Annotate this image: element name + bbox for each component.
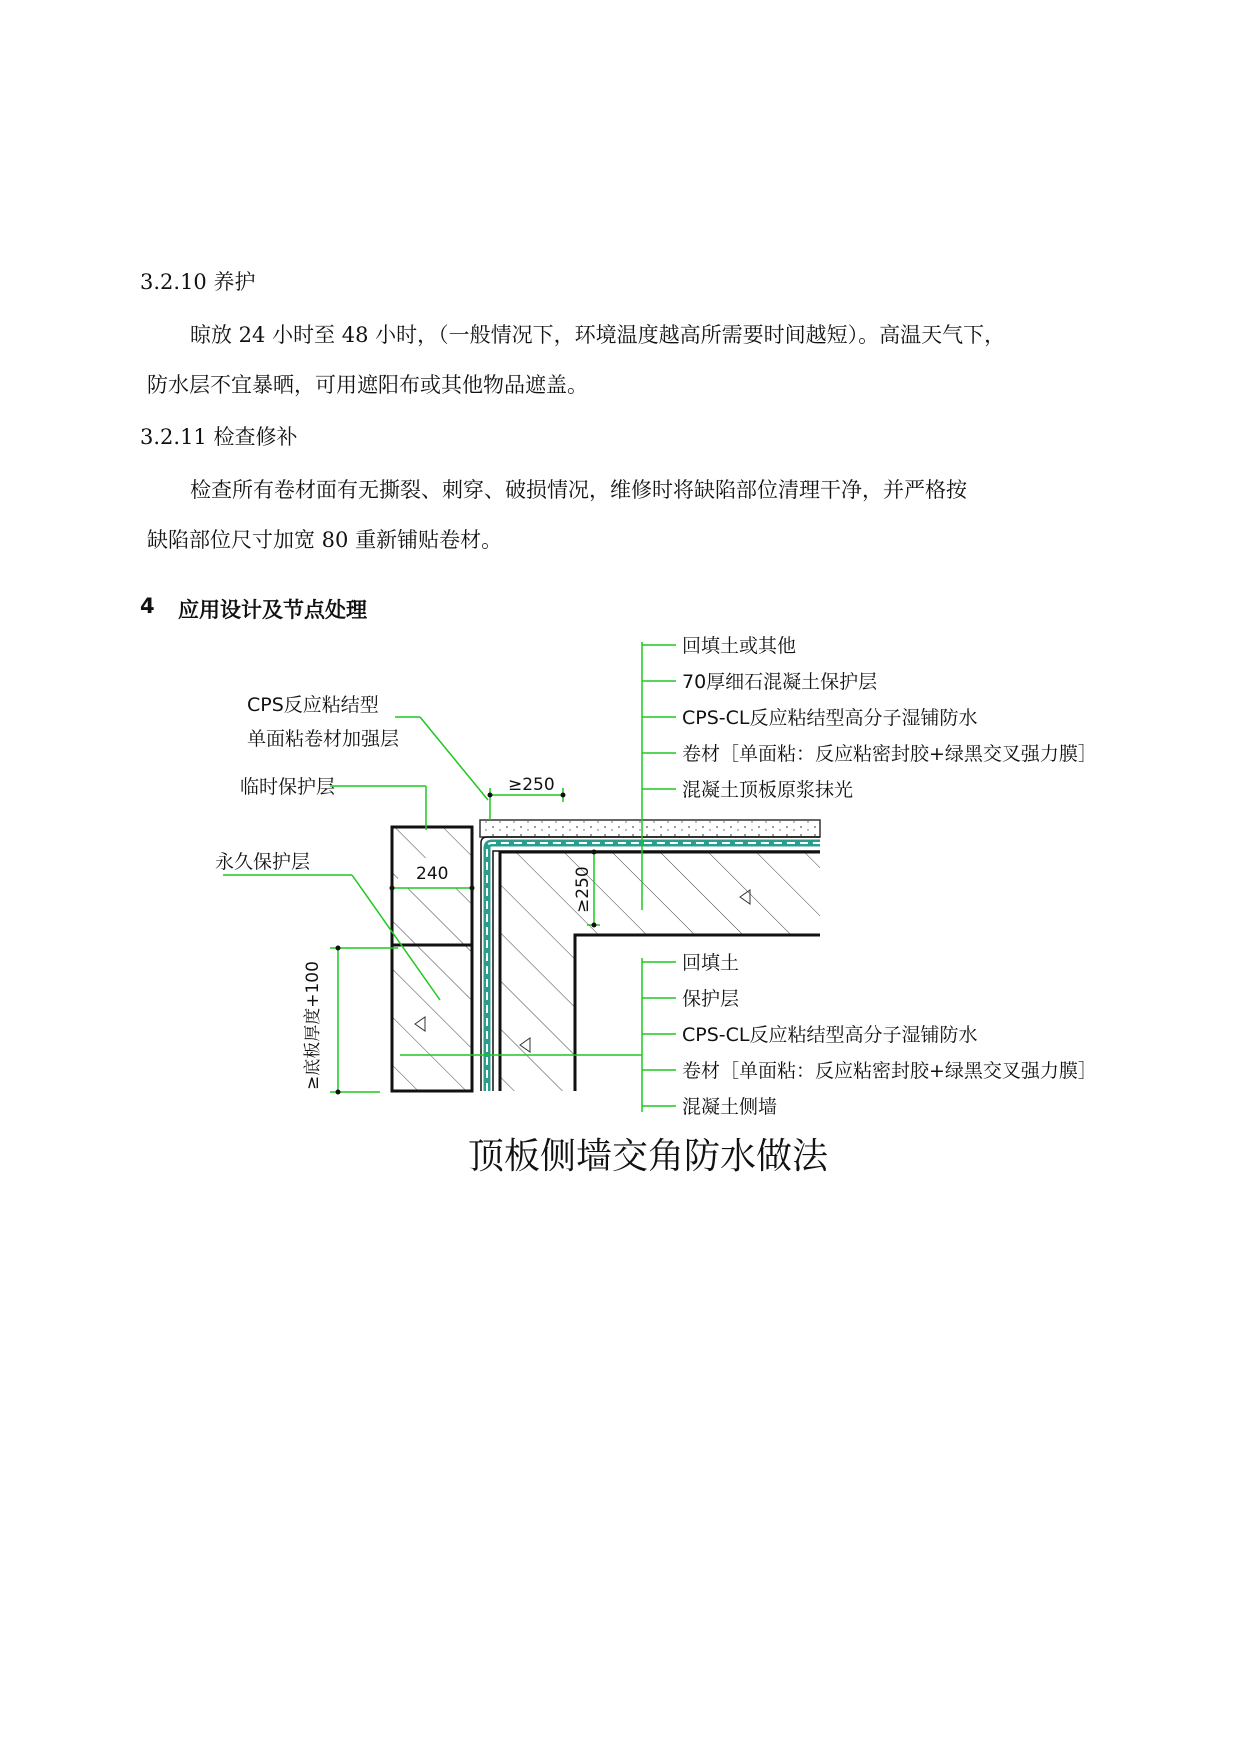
label-protection-layer: 保护层: [682, 988, 740, 1010]
label-wall-membrane-detail: 卷材［单面粘：反应粘密封胶+绿黑交叉强力膜］: [682, 1060, 1097, 1082]
section-3-2-11-line-2: 缺陷部位尺寸加宽 80 重新铺贴卷材。: [147, 528, 503, 552]
section-3-2-11-heading: 3.2.11 检查修补: [140, 425, 298, 449]
roof-protective-layer: [480, 820, 820, 837]
label-cps-cl-wall-membrane: CPS-CL反应粘结型高分子湿铺防水: [682, 1024, 978, 1046]
label-cps-reinforcement-1: CPS反应粘结型: [247, 694, 379, 716]
label-cps-cl-roof-membrane: CPS-CL反应粘结型高分子湿铺防水: [682, 707, 978, 729]
dim-wall-240: 240: [416, 864, 449, 884]
label-concrete-roof-slab: 混凝土顶板原浆抹光: [682, 779, 854, 801]
label-temporary-protection: 临时保护层: [240, 776, 336, 798]
dim-vertical-250: ≥250: [573, 866, 593, 913]
section-4-number: 4: [140, 594, 155, 618]
figure-caption: 顶板侧墙交角防水做法: [468, 1136, 829, 1177]
label-fine-concrete-protection: 70厚细石混凝土保护层: [682, 671, 878, 693]
label-backfill: 回填土: [682, 952, 740, 974]
section-3-2-10-heading: 3.2.10 养护: [140, 270, 256, 294]
label-concrete-side-wall: 混凝土侧墙: [682, 1096, 778, 1118]
dim-top-250: ≥250: [508, 775, 555, 795]
label-cps-reinforcement-2: 单面粘卷材加强层: [247, 728, 400, 750]
label-backfill-or-other: 回填土或其他: [682, 635, 797, 657]
dim-height-note: ≥底板厚度+100: [303, 961, 323, 1090]
section-3-2-10-line-2: 防水层不宜暴晒，可用遮阳布或其他物品遮盖。: [147, 373, 588, 397]
section-3-2-10-line-1: 晾放 24 小时至 48 小时，（一般情况下，环境温度越高所需要时间越短）。高温天气下，: [190, 323, 1006, 347]
section-4-title: 应用设计及节点处理: [178, 598, 367, 622]
section-3-2-11-line-1: 检查所有卷材面有无撕裂、刺穿、破损情况，维修时将缺陷部位清理干净，并严格按: [190, 478, 967, 502]
label-permanent-protection: 永久保护层: [215, 851, 311, 873]
label-roof-membrane-detail: 卷材［单面粘：反应粘密封胶+绿黑交叉强力膜］: [682, 743, 1097, 765]
